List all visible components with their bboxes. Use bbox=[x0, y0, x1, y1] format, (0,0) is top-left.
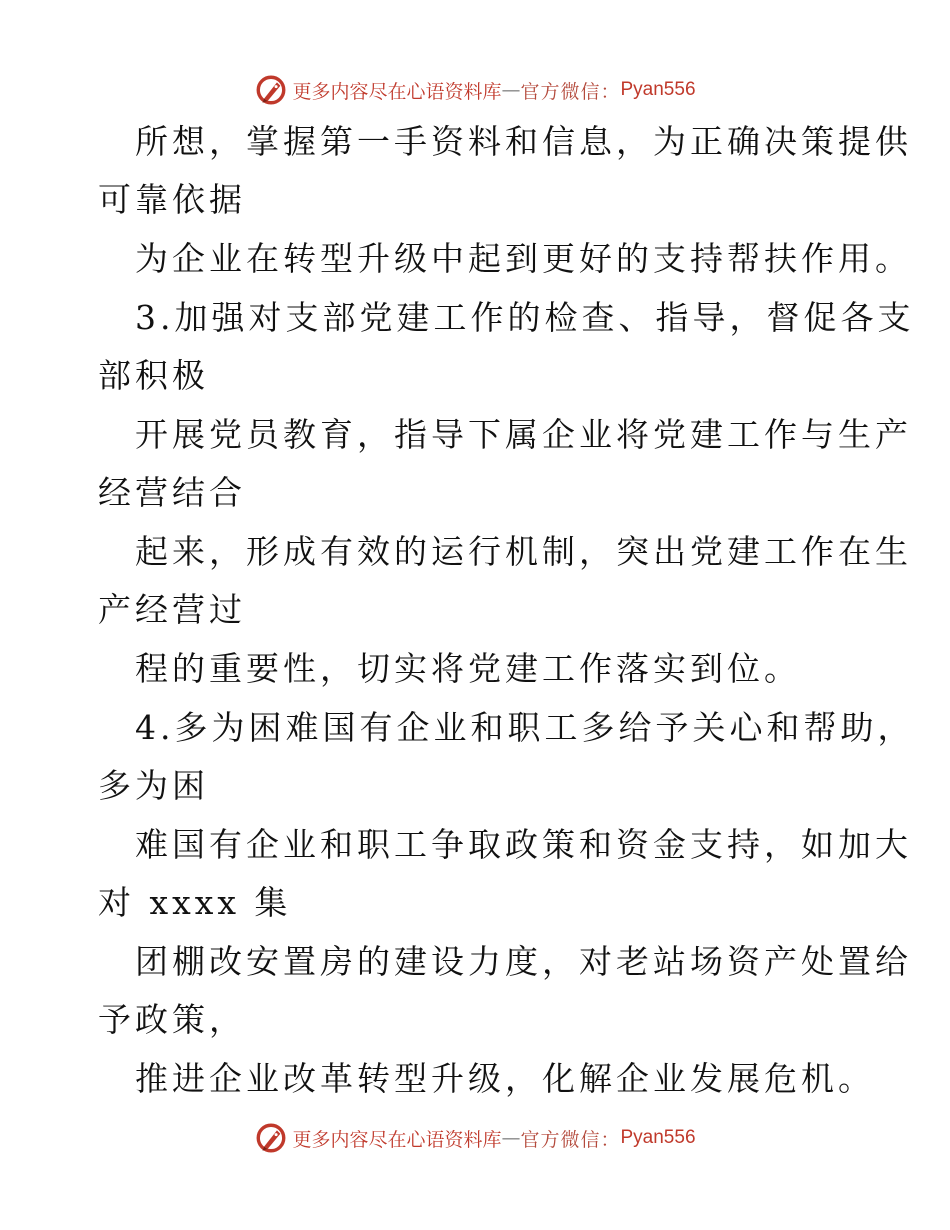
body-line: 产经营过 bbox=[98, 590, 246, 629]
body-line: 部积极 bbox=[98, 356, 209, 395]
banner-text: 更多内容尽在心语资料库 bbox=[292, 1128, 502, 1151]
pen-nib-logo-icon bbox=[254, 73, 288, 107]
banner-wechat-label: 官方微信： bbox=[520, 80, 621, 103]
body-line: 难国有企业和职工争取政策和资金支持，如加大 bbox=[135, 825, 912, 864]
banner-wechat-id: Pyan556 bbox=[620, 79, 696, 100]
pen-nib-logo-icon bbox=[254, 1121, 288, 1155]
body-line: 起来，形成有效的运行机制，突出党建工作在生 bbox=[135, 532, 912, 571]
banner-text: 更多内容尽在心语资料库 bbox=[292, 80, 502, 103]
body-line: 多为困 bbox=[98, 766, 209, 805]
body-line: 3.加强对支部党建工作的检查、指导，督促各支 bbox=[135, 298, 915, 337]
banner-wechat-label: 官方微信： bbox=[520, 1128, 621, 1151]
body-line: 为企业在转型升级中起到更好的支持帮扶作用。 bbox=[135, 239, 912, 278]
banner-dash: — bbox=[501, 1127, 521, 1149]
body-line: 程的重要性，切实将党建工作落实到位。 bbox=[135, 649, 801, 688]
header-watermark-banner bbox=[0, 70, 950, 110]
body-line: 开展党员教育，指导下属企业将党建工作与生产 bbox=[135, 415, 912, 454]
body-line: 予政策， bbox=[98, 1000, 246, 1039]
body-line: 团棚改安置房的建设力度，对老站场资产处置给 bbox=[135, 942, 912, 981]
banner-wechat-id: Pyan556 bbox=[620, 1127, 696, 1148]
body-line: 对 xxxx 集 bbox=[98, 883, 292, 922]
body-line: 4.多为困难国有企业和职工多给予关心和帮助， bbox=[135, 708, 915, 747]
body-line: 经营结合 bbox=[98, 473, 246, 512]
banner-dash: — bbox=[501, 79, 521, 101]
footer-watermark-banner bbox=[0, 1118, 950, 1158]
body-line: 推进企业改革转型升级，化解企业发展危机。 bbox=[135, 1059, 875, 1098]
body-line: 所想，掌握第一手资料和信息，为正确决策提供 bbox=[135, 122, 912, 161]
body-line: 可靠依据 bbox=[98, 180, 246, 219]
